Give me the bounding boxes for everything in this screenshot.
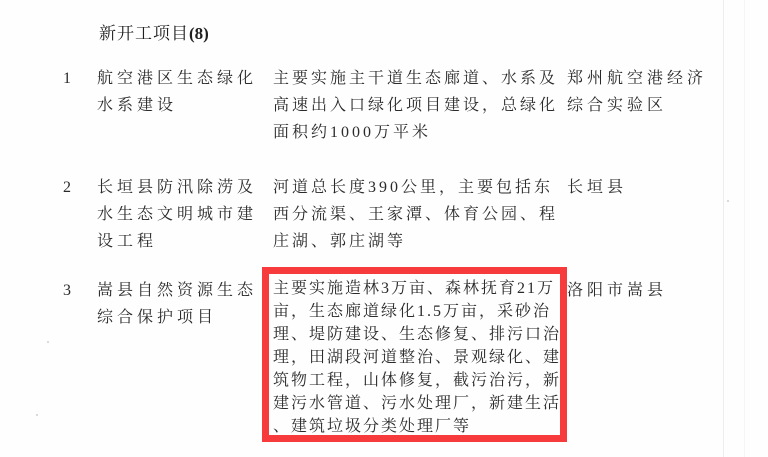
project-location-line: 洛阳市嵩县 [567, 282, 668, 299]
project-desc-line: 亩，生态廊道绿化1.5万亩，采砂治 [273, 303, 552, 320]
project-desc-line: 西分流渠、王家潭、体育公园、程 [273, 206, 559, 223]
scan-speck [36, 414, 38, 416]
project-name-line: 长垣县防汛除涝及 [97, 179, 258, 196]
project-location-line: 长垣县 [567, 179, 628, 196]
project-name-cell [97, 277, 259, 331]
project-location-cell [567, 174, 737, 201]
scan-speck [47, 341, 49, 343]
project-desc-cell [273, 277, 563, 438]
project-name-line: 嵩县自然资源生态 [97, 282, 258, 299]
row-number: 3 [63, 282, 71, 299]
project-name-line: 综合保护项目 [97, 309, 218, 326]
project-desc-line: 庄湖、郭庄湖等 [273, 233, 407, 250]
project-desc-line: 理、堤防建设、生态修复、排污口治 [273, 326, 562, 343]
project-location-line: 郑州航空港经济 [567, 70, 708, 87]
project-location-line: 综合实验区 [567, 97, 668, 114]
section-title-count: (8) [189, 24, 209, 43]
section-title [99, 19, 209, 44]
project-location-cell [567, 65, 737, 119]
project-name-line: 设工程 [97, 233, 158, 250]
row-number: 1 [63, 70, 71, 87]
project-desc-line: 主要实施造林3万亩、森林抚育21万 [273, 280, 556, 297]
project-desc-line: 筑物工程，山体修复，截污治污，新 [273, 372, 562, 389]
project-desc-cell [273, 174, 563, 255]
row-number: 2 [63, 179, 71, 196]
project-location-cell [567, 277, 737, 304]
project-desc-line: 面积约1000万平米 [273, 124, 432, 141]
project-name-cell [97, 174, 259, 255]
project-desc-line: 理，田湖段河道整治、景观绿化、建 [273, 349, 562, 366]
section-title-text: 新开工项目 [99, 24, 189, 43]
project-name-line: 水生态文明城市建 [97, 206, 258, 223]
project-desc-line: 河道总长度390公里，主要包括东 [273, 179, 554, 196]
project-name-line: 水系建设 [97, 97, 178, 114]
scan-artifact-line [744, 0, 745, 457]
project-name-cell [97, 65, 259, 119]
project-desc-line: 建污水管道、污水处理厂，新建生活 [273, 395, 562, 412]
project-desc-line: 、建筑垃圾分类处理厂等 [273, 418, 472, 435]
project-desc-cell [273, 65, 563, 146]
project-desc-line: 高速出入口绿化项目建设，总绿化 [273, 97, 559, 114]
project-desc-line: 主要实施主干道生态廊道、水系及 [273, 70, 559, 87]
project-name-line: 航空港区生态绿化 [97, 70, 258, 87]
